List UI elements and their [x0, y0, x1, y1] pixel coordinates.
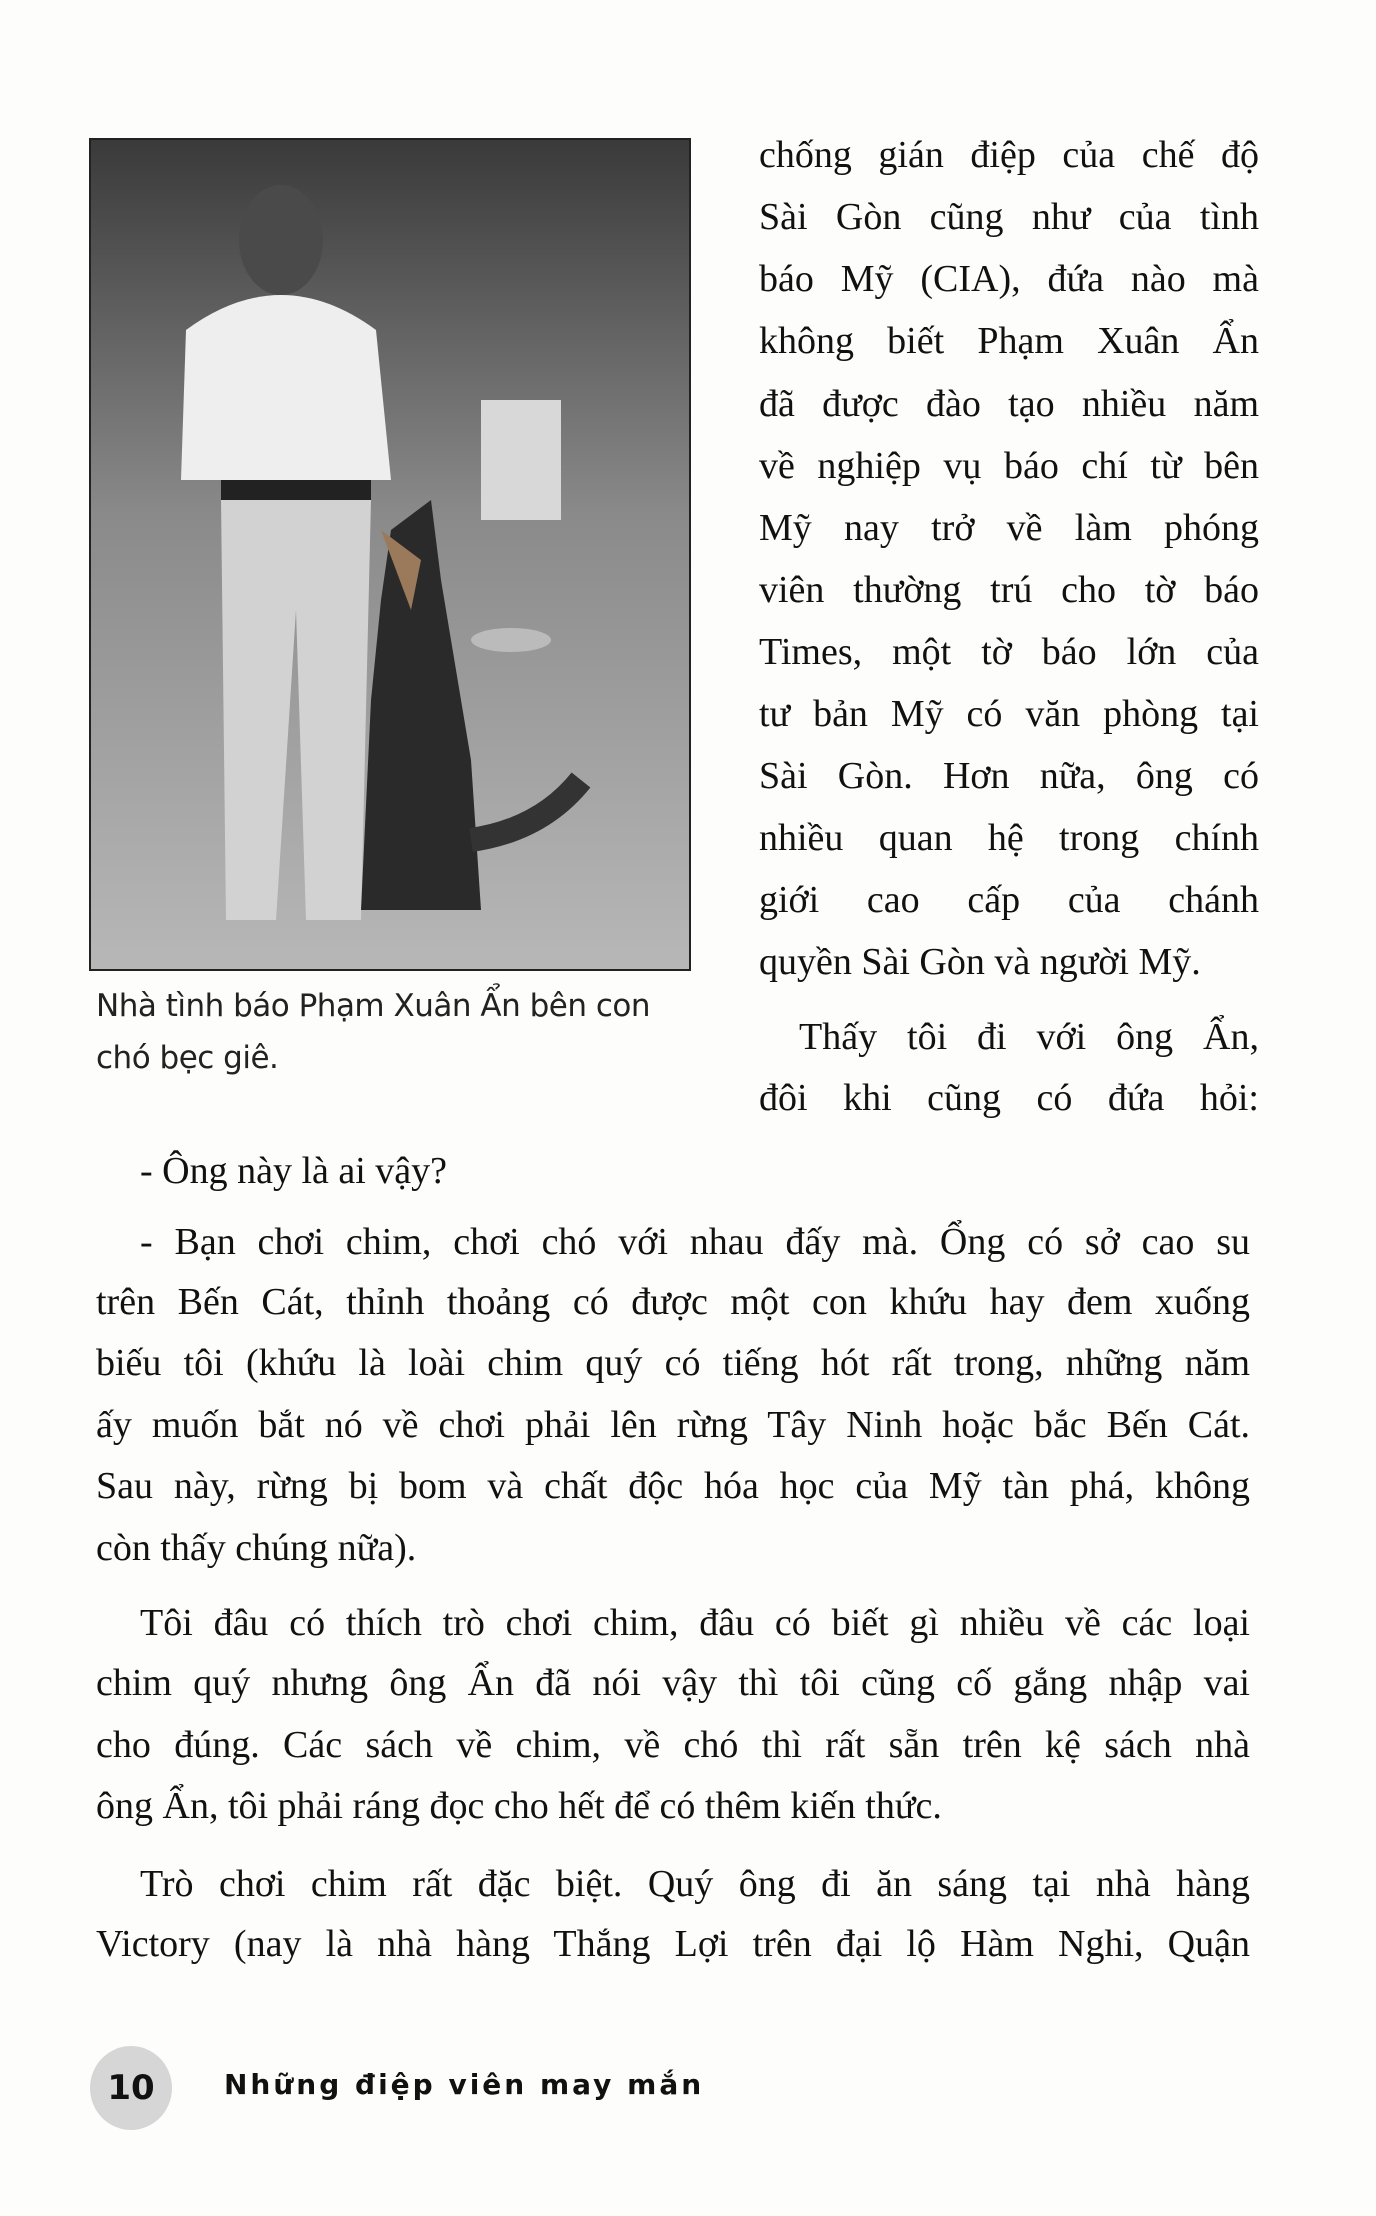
- text-line: Mỹ nay trở về làm phóng: [759, 507, 1259, 549]
- text-line: trên Bến Cát, thỉnh thoảng có được một con khứu hay đem xuống: [96, 1281, 1250, 1323]
- text-line: giới cao cấp của chánh: [759, 879, 1259, 921]
- text-line: ông Ẩn, tôi phải ráng đọc cho hết để có thêm kiến thức.: [96, 1785, 942, 1827]
- text-line: Times, một tờ báo lớn của: [759, 631, 1259, 673]
- page-number: 10: [90, 2046, 172, 2130]
- text-line: còn thấy chúng nữa).: [96, 1527, 417, 1569]
- caption-line: Nhà tình báo Phạm Xuân Ẩn bên con: [96, 988, 650, 1024]
- text-line: chim quý nhưng ông Ẩn đã nói vậy thì tôi cũng cố gắng nhập vai: [96, 1662, 1250, 1704]
- text-line: - Bạn chơi chim, chơi chó với nhau đấy mà. Ổng có sở cao su: [140, 1221, 1250, 1263]
- text-line: đôi khi cũng có đứa hỏi:: [759, 1077, 1259, 1119]
- text-line: biếu tôi (khứu là loài chim quý có tiếng hót rất trong, những năm: [96, 1342, 1250, 1384]
- photo-image: [91, 140, 691, 971]
- text-line: đã được đào tạo nhiều năm: [759, 383, 1259, 425]
- text-line: viên thường trú cho tờ báo: [759, 569, 1259, 611]
- text-line: về nghiệp vụ báo chí từ bên: [759, 445, 1259, 487]
- text-line: ấy muốn bắt nó về chơi phải lên rừng Tây Ninh hoặc bắc Bến Cát.: [96, 1404, 1250, 1446]
- text-line: Sài Gòn cũng như của tình: [759, 196, 1259, 238]
- text-line: Trò chơi chim rất đặc biệt. Quý ông đi ăn sáng tại nhà hàng: [140, 1863, 1250, 1905]
- text-line: - Ông này là ai vậy?: [140, 1150, 448, 1192]
- text-line: cho đúng. Các sách về chim, về chó thì rất sẵn trên kệ sách nhà: [96, 1724, 1250, 1766]
- text-line: không biết Phạm Xuân Ẩn: [759, 320, 1259, 362]
- caption-line: chó bẹc giê.: [96, 1040, 279, 1076]
- running-head: Những điệp viên may mắn: [224, 2068, 705, 2101]
- text-line: báo Mỹ (CIA), đứa nào mà: [759, 258, 1259, 300]
- text-line: Thấy tôi đi với ông Ẩn,: [799, 1016, 1259, 1058]
- text-line: chống gián điệp của chế độ: [759, 134, 1259, 176]
- text-line: tư bản Mỹ có văn phòng tại: [759, 693, 1259, 735]
- text-line: Victory (nay là nhà hàng Thắng Lợi trên đại lộ Hàm Nghi, Quận: [96, 1923, 1250, 1965]
- text-line: Sài Gòn. Hơn nữa, ông có: [759, 755, 1259, 797]
- text-line: quyền Sài Gòn và người Mỹ.: [759, 941, 1201, 983]
- text-line: Tôi đâu có thích trò chơi chim, đâu có biết gì nhiều về các loại: [140, 1602, 1250, 1644]
- photo-man-with-dog: [89, 138, 691, 971]
- text-line: nhiều quan hệ trong chính: [759, 817, 1259, 859]
- text-line: Sau này, rừng bị bom và chất độc hóa học của Mỹ tàn phá, không: [96, 1465, 1250, 1507]
